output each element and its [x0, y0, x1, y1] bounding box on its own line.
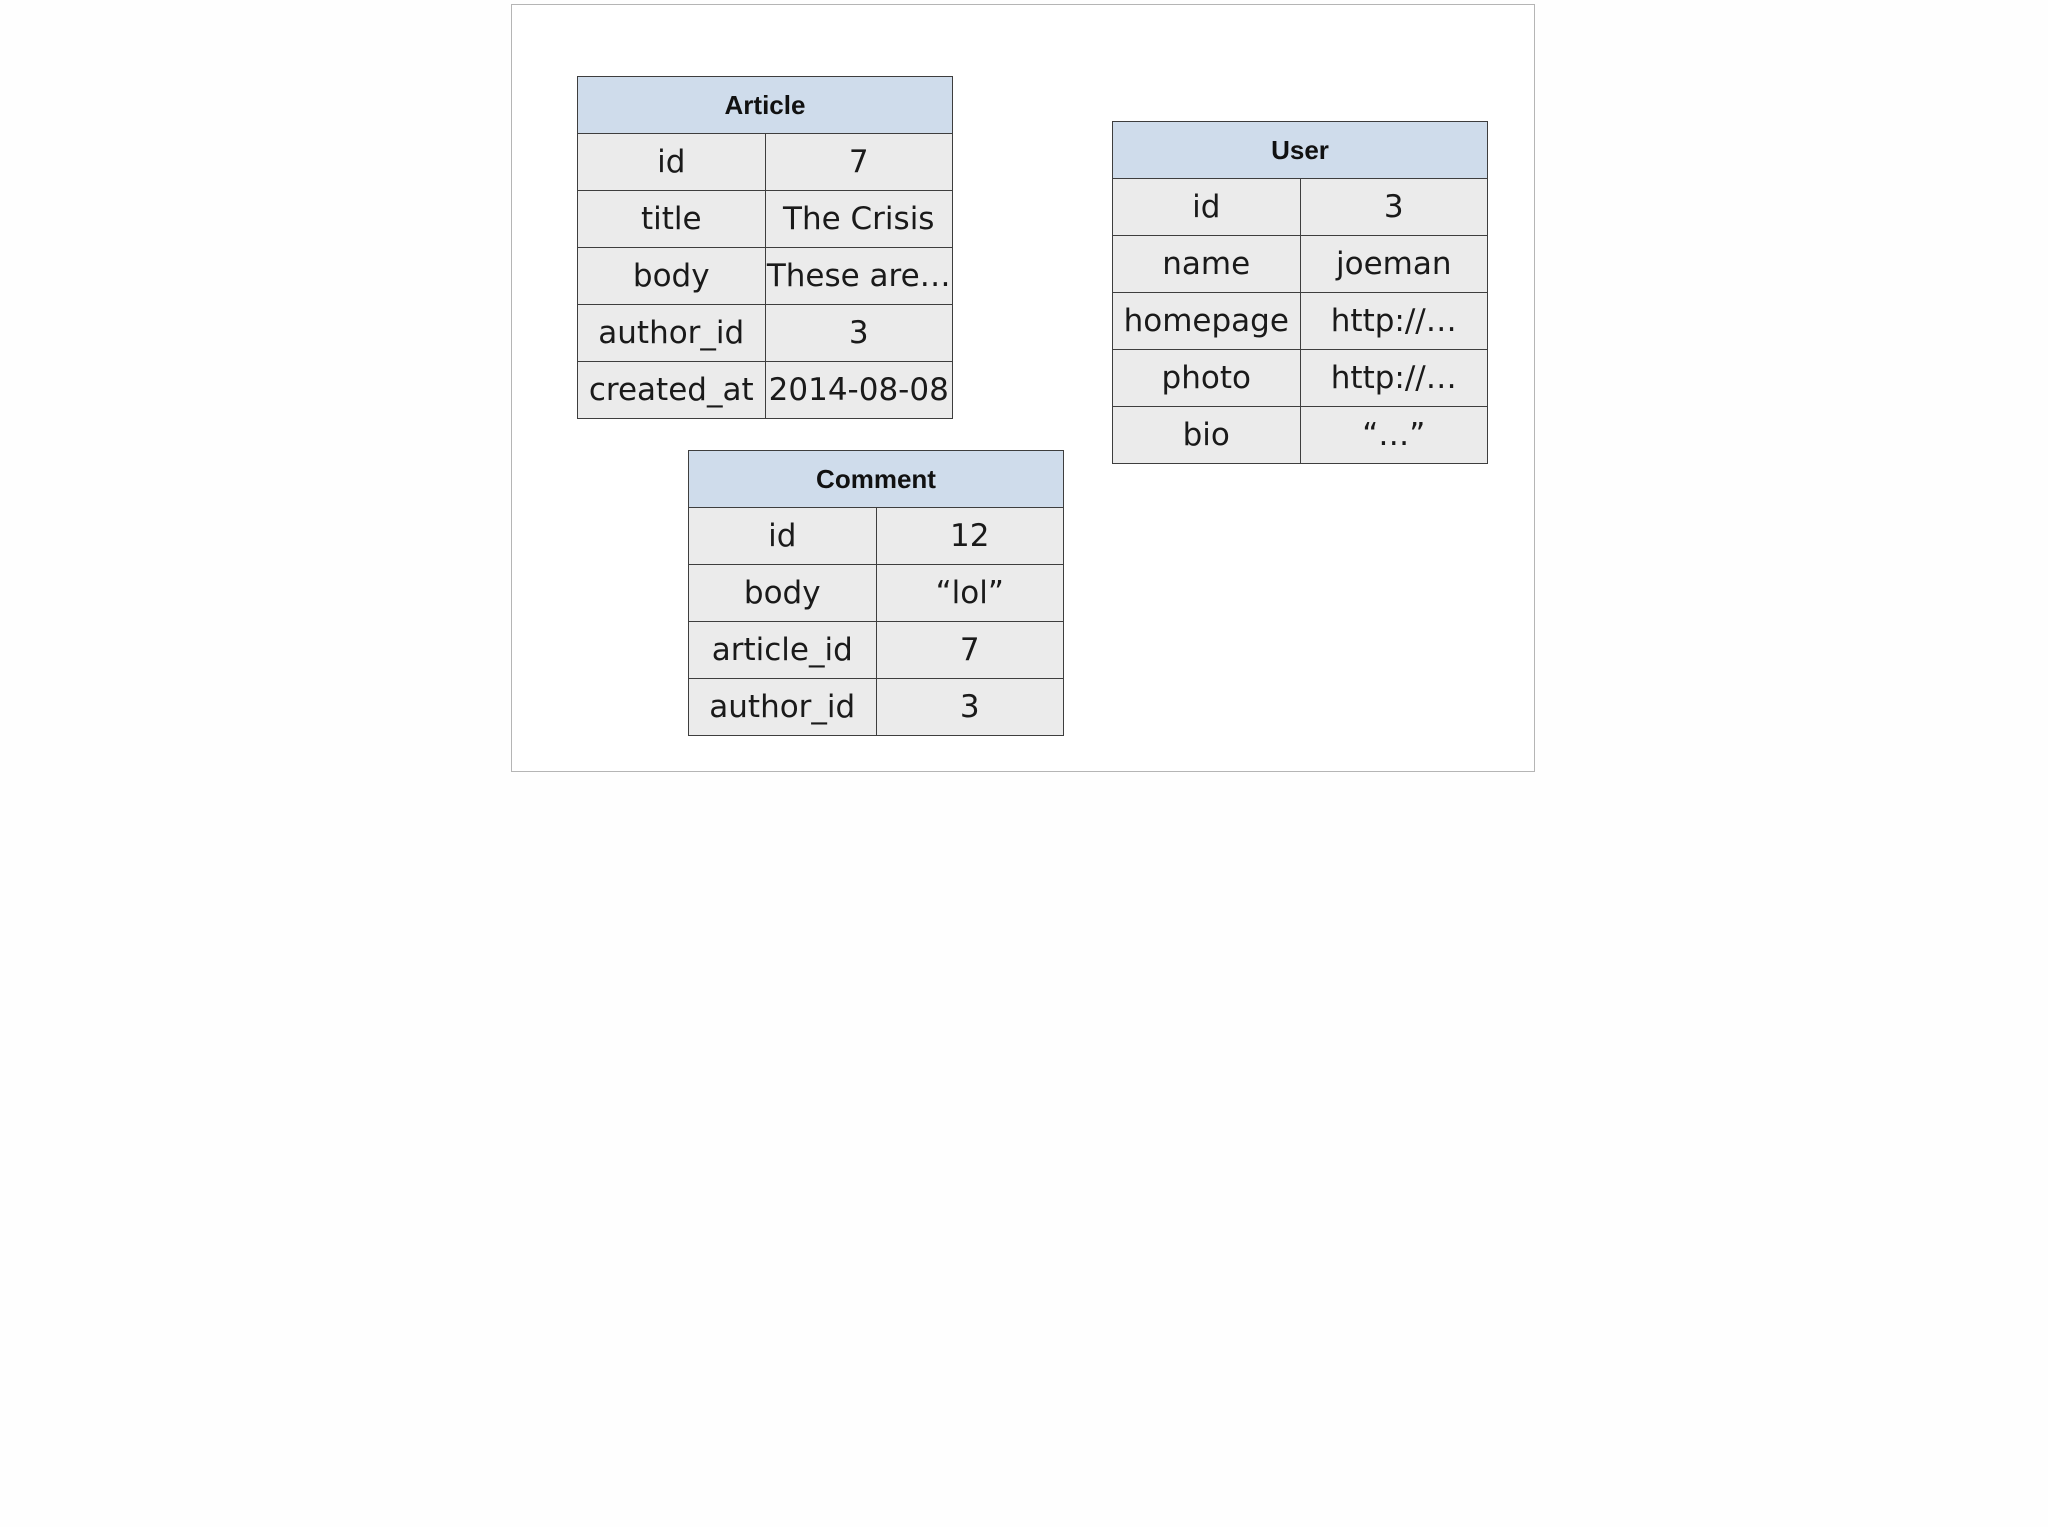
article-table-title: Article	[578, 77, 953, 134]
field-value: 3	[876, 679, 1064, 736]
field-name: name	[1113, 236, 1301, 293]
field-name: author_id	[689, 679, 877, 736]
table-row	[578, 248, 953, 305]
field-name: body	[689, 565, 877, 622]
table-row	[1113, 236, 1488, 293]
table-row	[689, 679, 1064, 736]
field-value: 2014-08-08	[765, 362, 953, 419]
table-row	[1113, 407, 1488, 464]
field-value: “…”	[1300, 407, 1488, 464]
field-value: 7	[876, 622, 1064, 679]
field-value: 7	[765, 134, 953, 191]
field-name: article_id	[689, 622, 877, 679]
field-value: http://…	[1300, 350, 1488, 407]
table-row	[1113, 293, 1488, 350]
comment-table-title: Comment	[689, 451, 1064, 508]
table-header-row	[1113, 122, 1488, 179]
table-row	[578, 305, 953, 362]
field-value: joeman	[1300, 236, 1488, 293]
table-row	[689, 508, 1064, 565]
table-row	[689, 565, 1064, 622]
table-row	[578, 134, 953, 191]
article-table	[577, 76, 953, 419]
field-name: id	[578, 134, 766, 191]
field-name: author_id	[578, 305, 766, 362]
field-name: id	[689, 508, 877, 565]
field-name: bio	[1113, 407, 1301, 464]
table-header-row	[578, 77, 953, 134]
comment-table	[688, 450, 1064, 736]
field-name: photo	[1113, 350, 1301, 407]
field-name: homepage	[1113, 293, 1301, 350]
field-name: title	[578, 191, 766, 248]
field-name: created_at	[578, 362, 766, 419]
field-value: “lol”	[876, 565, 1064, 622]
field-name: body	[578, 248, 766, 305]
table-row	[689, 622, 1064, 679]
field-value: These are…	[765, 248, 953, 305]
field-name: id	[1113, 179, 1301, 236]
field-value: The Crisis	[765, 191, 953, 248]
table-row	[1113, 350, 1488, 407]
field-value: 3	[765, 305, 953, 362]
user-table	[1112, 121, 1488, 464]
table-header-row	[689, 451, 1064, 508]
table-row	[578, 191, 953, 248]
field-value: 12	[876, 508, 1064, 565]
table-row	[578, 362, 953, 419]
field-value: 3	[1300, 179, 1488, 236]
field-value: http://…	[1300, 293, 1488, 350]
table-row	[1113, 179, 1488, 236]
user-table-title: User	[1113, 122, 1488, 179]
slide-canvas	[511, 4, 1535, 772]
